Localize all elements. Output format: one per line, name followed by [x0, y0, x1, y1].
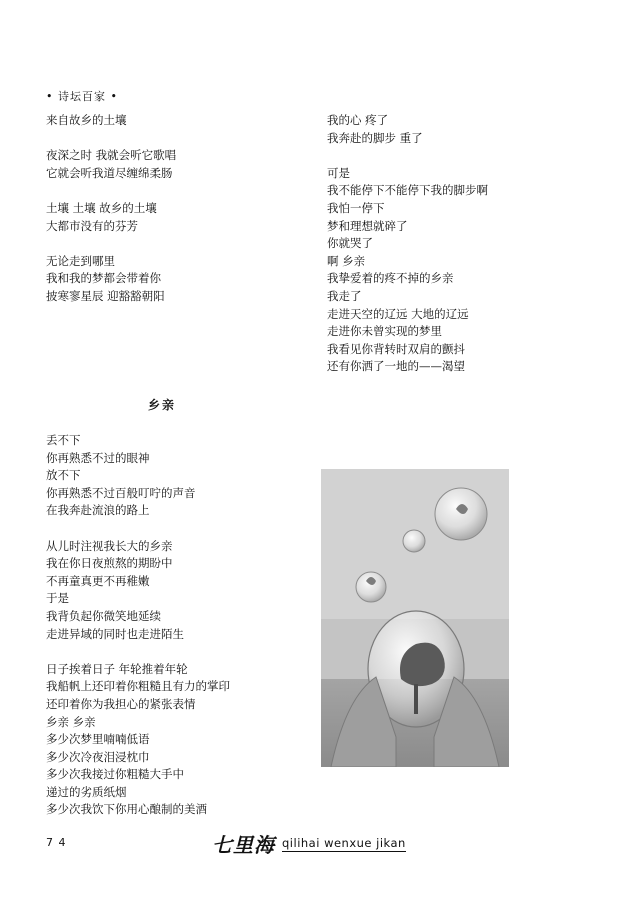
- stanza-gap: [46, 235, 176, 253]
- poem-line: 多少次冷夜泪浸枕巾: [46, 749, 150, 764]
- poem-line: 不再童真更不再稚嫩: [46, 573, 150, 588]
- poem-line: 我和我的梦都会带着你: [46, 271, 161, 286]
- poem-line: 还印着你为我担心的紧张表情: [46, 696, 196, 711]
- magazine-url: qilihai wenxue jikan: [282, 836, 406, 850]
- poem-line: 啊 乡亲: [327, 253, 366, 268]
- poem-line: 我在你日夜煎熬的期盼中: [46, 556, 173, 571]
- poem-line: 你就哭了: [327, 236, 373, 251]
- poem-line: 我不能停下不能停下我的脚步啊: [327, 183, 488, 198]
- poem-line: 从儿时注视我长大的乡亲: [46, 538, 173, 553]
- poem-line: 丢不下: [46, 433, 81, 447]
- poem-line: 我怕一停下: [327, 200, 385, 215]
- stanza-gap: [46, 643, 230, 661]
- poem-line: 它就会听我道尽缠绵柔肠: [46, 165, 173, 180]
- stanza-gap: [46, 182, 176, 200]
- poem-line: 走进异域的同时也走进陌生: [46, 626, 184, 641]
- poem-line: 在我奔赴流浪的路上: [46, 503, 150, 518]
- poem-line: 走进你未曾实现的梦里: [327, 324, 442, 339]
- stanza-gap: [46, 130, 176, 148]
- poem-line: 披寒寥星辰 迎豁豁朝阳: [46, 288, 165, 303]
- poem-line: 递过的劣质纸烟: [46, 784, 127, 799]
- poem-line: 我背负起你微笑地延续: [46, 608, 161, 623]
- illustration-hands-bubble: [321, 469, 509, 767]
- page-number: 7 4: [46, 836, 67, 849]
- illustration-graphic: [321, 469, 509, 767]
- poem2-body: [46, 432, 230, 819]
- poem-line: 放不下: [46, 468, 81, 483]
- poem-line: 多少次梦里喃喃低语: [46, 732, 150, 747]
- poem-line: 我挚爱着的疼不掉的乡亲: [327, 271, 454, 286]
- poem-line: 我走了: [327, 288, 362, 303]
- poem-line: 无论走到哪里: [46, 253, 115, 268]
- poem-line: 大都市没有的芬芳: [46, 218, 138, 233]
- stanza-gap: [46, 520, 230, 538]
- column-header: • 诗坛百家 •: [46, 90, 118, 103]
- magazine-logo: 七里海: [212, 833, 275, 857]
- poem1-left-column: [46, 112, 176, 306]
- poem-line: 乡亲 乡亲: [46, 714, 96, 729]
- poem-line: 我奔赴的脚步 重了: [327, 130, 423, 145]
- poem-line: 我的心 疼了: [327, 113, 389, 127]
- poem-line: 多少次我饮下你用心酿制的美酒: [46, 802, 207, 817]
- stanza-gap: [327, 147, 488, 165]
- poem-line: 多少次我接过你粗糙大手中: [46, 767, 184, 782]
- poem-line: 可是: [327, 165, 350, 180]
- poem-line: 梦和理想就碎了: [327, 218, 408, 233]
- poem1-right-column: [327, 112, 488, 376]
- poem-line: 我船帆上还印着你粗糙且有力的掌印: [46, 679, 230, 694]
- poem-line: 日子挨着日子 年轮推着年轮: [46, 661, 188, 676]
- poem2-title: 乡亲: [148, 398, 177, 412]
- poem-line: 我看见你背转时双肩的颤抖: [327, 341, 465, 356]
- poem-line: 夜深之时 我就会听它歌唱: [46, 148, 177, 163]
- poem-line: 你再熟悉不过的眼神: [46, 450, 150, 465]
- poem-line: 于是: [46, 591, 69, 606]
- poem-line: 来自故乡的土壤: [46, 113, 127, 127]
- poem-line: 走进天空的辽远 大地的辽远: [327, 306, 469, 321]
- poem-line: 土壤 土壤 故乡的土壤: [46, 200, 157, 215]
- poem-line: 还有你洒了一地的——渴望: [327, 359, 465, 374]
- poem-line: 你再熟悉不过百般叮咛的声音: [46, 485, 196, 500]
